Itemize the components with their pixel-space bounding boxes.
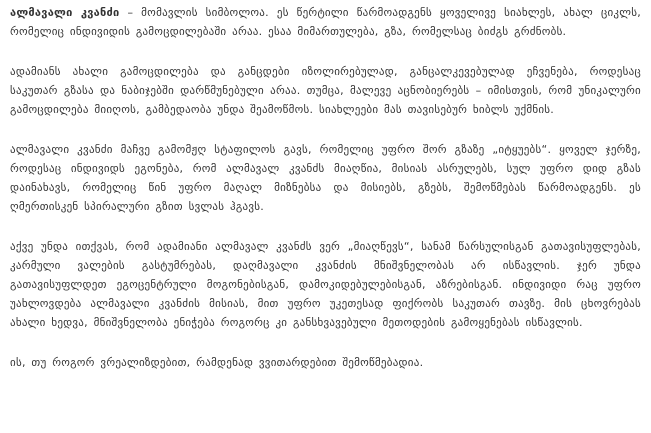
paragraph: აქვე უნდა ითქვას, რომ ადამიანი ალმავალ კვანძს ვერ „მიაღწევს“, სანამ წარსულისგან გათავისუფლებას, კარმული ვალების გასტუმრებას, დაღმავალი კვანძის მნიშვნელობას არ ისწავლის. ჯერ უნდა გათავისუფლდეთ ეგოცენტრული მოგონებისგან, დამოკიდებულებისგან, აზრებისგან. ინდივიდი რაც უფრო უახლოვდება ალმავალი კვანძის მისიას, მით უფრო უკეთესად ფიქრობს საკუთარ თავზე. მის ცხოვრებას ახალი ხედვა, მნიშვნელობა ენიჭება როგორც კი განსხვავებული მეთოდების გამოყენებას ისწავლის. xyxy=(10,240,641,329)
lead-term: ალმავალი კვანძი xyxy=(10,6,120,19)
article-body xyxy=(10,3,641,372)
paragraph-closing: ის, თუ როგორ ვრეალიზდებით, რამდენად ვვითარდებით შემოწმებადია. xyxy=(10,356,424,369)
paragraph: ადამიანს ახალი გამოცდილება და განცდები იზოლირებულად, განცალკევებულად ეჩვენება, როდესაც საკუთარ გზასა და ნაბიჯებში დარწმუნებული არაა. თუმცა, მალევე აცნობიერებს – იმისთვის, რომ უნიკალური გამოცდილება მიიღოს, გამბედაობა უნდა შეამოწმოს. სიახლეები მას თავისებურ ხიბლს უქმნის. xyxy=(10,65,641,116)
intro-text: – მომავლის სიმბოლოა. ეს წერტილი წარმოადგენს ყოველივე სიახლეს, ახალ ციკლს, რომელიც ინდივიდის გამოცდილებაში არაა. ესაა მიმართულება, გზა, რომელსაც ბიძგს გრძნობს. xyxy=(10,6,641,38)
paragraph: ალმავალი კვანძი მაჩვე გამომჟღ სტაფილოს გავს, რომელიც უფრო შორ გზაზე „იტყუებს“. ყოველ ჯერზე, როდესაც ინდივიდს ეგონება, რომ ალმავალ კვანძს მიაღწია, მისიას ასრულებს, სულ უფრო დიდ გზას დაინახავს, რომელიც წინ უფრო მაღალ მიზნებსა და მისიებს, გზებს, შემოწმებას წარმოადგენს. ეს ღმერთისკენ სპირალური გზით სვლას ჰგავს. xyxy=(10,143,641,213)
paragraph-intro xyxy=(10,3,641,41)
